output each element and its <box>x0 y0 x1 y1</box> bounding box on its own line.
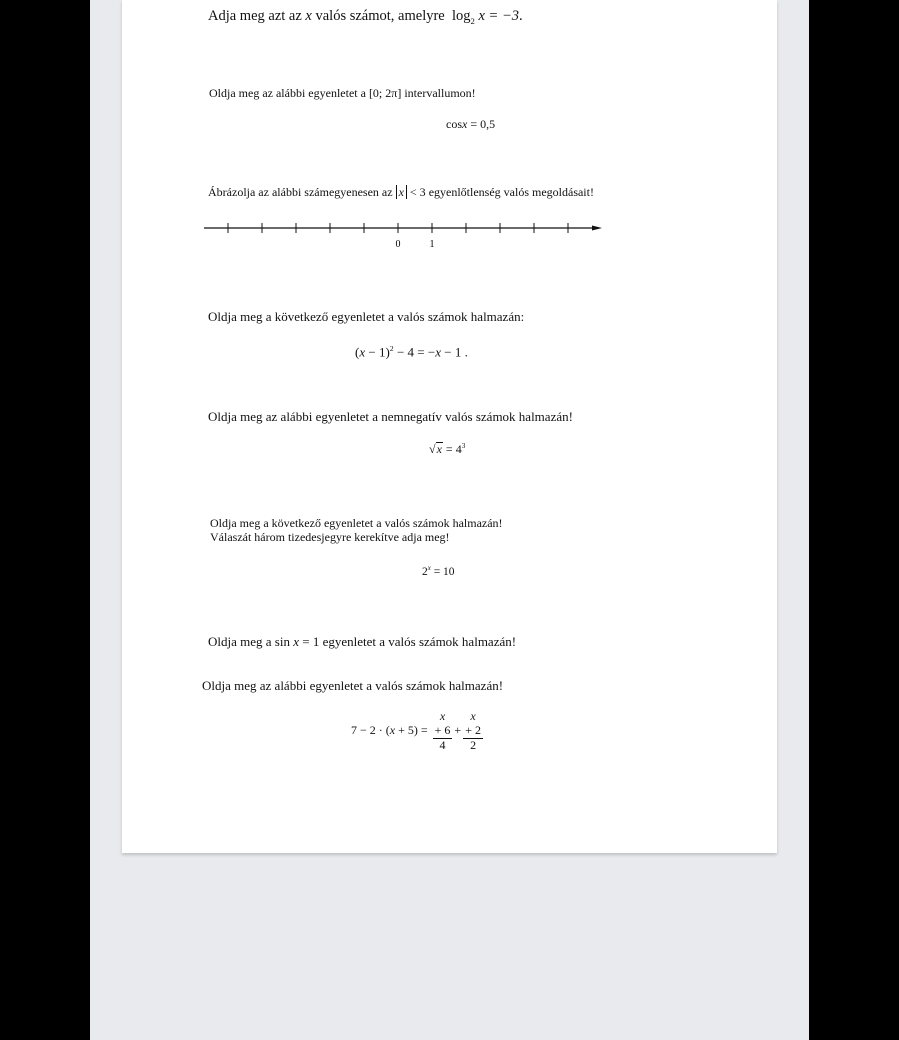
problem-1-text-mid: valós számot, amelyre <box>315 8 445 24</box>
problem-6-rhs: = 10 <box>430 565 455 578</box>
problem-4-lhs-inner: − 1) <box>365 344 390 360</box>
problem-8-text: Oldja meg az alábbi egyenletet a valós számok halmazán! <box>202 678 504 693</box>
problem-4-equation <box>355 344 468 360</box>
fraction-2-num-var: x <box>470 709 476 723</box>
problem-4 <box>208 309 524 325</box>
problem-6-equation <box>422 565 455 578</box>
problem-3-abs <box>396 185 407 199</box>
worksheet-page <box>122 0 777 853</box>
problem-7-text-before: Oldja meg a <box>208 634 272 649</box>
problem-1-text-before: Adja meg azt az <box>208 8 302 24</box>
problem-4-exponent: 2 <box>389 344 394 353</box>
problem-7-eq: = 1 <box>299 634 320 649</box>
problem-4-var: x <box>359 344 366 360</box>
problem-2-cos: cos <box>446 117 462 131</box>
problem-6-line2: Válaszát három tizedesjegyre kerekítve adja meg! <box>210 530 450 544</box>
problem-6-base: 2 <box>422 565 428 578</box>
fraction-1-numerator <box>433 710 453 739</box>
problem-6-exponent: x <box>427 565 431 572</box>
problem-2-text-before: Oldja meg az alábbi egyenletet a <box>209 86 366 100</box>
fraction-2 <box>463 710 483 752</box>
problem-7 <box>208 634 516 650</box>
problem-5-var: x <box>436 442 442 456</box>
tick-label-1: 1 <box>429 239 435 250</box>
tick-label-0: 0 <box>395 239 401 250</box>
fraction-2-num-rest: + 2 <box>465 722 481 737</box>
problem-1 <box>208 8 523 26</box>
problem-3-text-after: egyenlőtlenség valós megoldásait! <box>428 185 594 199</box>
problem-7-var: x <box>293 634 299 649</box>
problem-1-log-base: 2 <box>470 15 475 26</box>
problem-5-equation <box>429 442 465 457</box>
problem-3 <box>208 185 594 200</box>
problem-4-rhs: − 4 = − <box>393 344 436 360</box>
fraction-1-denominator: 4 <box>439 737 446 752</box>
problem-8-lhs: 7 − 2 · ( <box>351 722 390 737</box>
problem-7-sin: sin <box>274 634 290 649</box>
problem-2-var: x <box>462 117 468 131</box>
problem-7-text-after: egyenletet a valós számok halmazán! <box>322 634 517 649</box>
sqrt-icon: √ <box>429 442 436 456</box>
problem-8-plus: + <box>454 722 462 737</box>
fraction-1-num-rest: + 6 <box>434 722 451 737</box>
problem-4-rhs-end: − 1 . <box>440 344 468 360</box>
problem-2-interval: [0; 2π] <box>368 86 402 100</box>
problem-4-lhs-open: ( <box>355 344 360 360</box>
problem-5 <box>208 409 573 425</box>
fraction-1-num-var: x <box>439 709 446 723</box>
number-line-arrow <box>592 226 602 231</box>
problem-2 <box>209 86 476 101</box>
problem-2-equation <box>446 117 495 132</box>
problem-5-exponent: 3 <box>461 442 466 450</box>
fraction-2-denominator: 2 <box>470 737 477 752</box>
problem-1-equation: x = −3 <box>478 8 519 24</box>
problem-2-text-after: intervallumon! <box>404 86 476 100</box>
problem-8-lhs-end: + 5) = <box>395 722 428 737</box>
problem-2-rhs: = 0,5 <box>470 117 496 131</box>
problem-3-var: x <box>398 185 404 199</box>
problem-8-equation <box>351 710 485 752</box>
problem-6-line1: Oldja meg a következő egyenletet a valós számok halmazán! <box>210 516 503 530</box>
problem-8 <box>202 678 503 694</box>
problem-8-lhs-var: x <box>389 722 396 737</box>
problem-5-radicand <box>436 442 443 456</box>
problem-5-rhs: = 4 <box>442 442 462 456</box>
problem-1-dot: . <box>519 8 523 24</box>
fraction-2-numerator <box>463 710 483 739</box>
fraction-1 <box>433 710 453 752</box>
problem-3-condition: < 3 <box>409 185 426 199</box>
problem-3-text-before: Ábrázolja az alábbi számegyenesen az <box>208 185 393 199</box>
problem-4-rhs-var: x <box>435 344 441 360</box>
problem-1-log: log <box>451 8 471 24</box>
number-line <box>202 220 612 255</box>
problem-4-text: Oldja meg a következő egyenletet a valós számok halmazán: <box>208 309 525 324</box>
problem-6 <box>210 516 503 544</box>
problem-1-var: x <box>305 8 312 24</box>
document-viewer[interactable] <box>90 0 809 1040</box>
problem-5-text: Oldja meg az alábbi egyenletet a nemnegatív valós számok halmazán! <box>208 409 573 424</box>
